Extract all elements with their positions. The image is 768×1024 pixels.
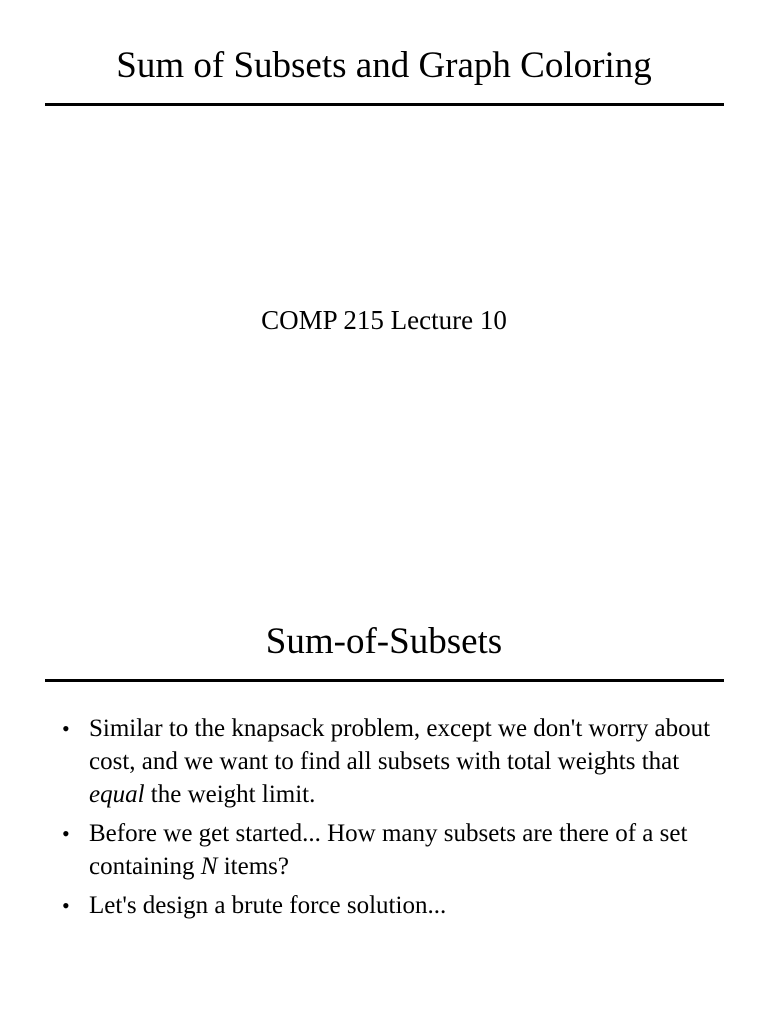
title-divider <box>45 103 724 106</box>
bullet-text: items? <box>217 853 289 880</box>
slide-title: Sum-of-Subsets <box>265 621 503 662</box>
bullet-emphasis: equal <box>89 781 145 808</box>
bullet-item <box>62 712 712 811</box>
bullet-item <box>62 889 712 922</box>
bullet-item <box>62 817 712 883</box>
bullet-list <box>62 712 712 928</box>
bullet-emphasis: N <box>200 853 218 880</box>
bullet-text: Let's design a brute force solution... <box>89 892 447 919</box>
bullet-text: Similar to the knapsack problem, except we don't worry about cost, and we want to find all subsets with total weights that <box>89 715 711 775</box>
lecture-subtitle: COMP 215 Lecture 10 <box>261 305 507 335</box>
bullet-text: Before we get started... How many subsets are there of a set containing <box>89 820 688 880</box>
bullet-text: the weight limit. <box>144 781 316 808</box>
slide-title: Sum of Subsets and Graph Coloring <box>116 45 652 86</box>
bullet-icon: • <box>62 821 70 846</box>
bullet-icon: • <box>62 893 70 918</box>
slide-sum-of-subsets <box>0 576 768 1024</box>
title-divider <box>45 679 724 682</box>
bullet-icon: • <box>62 716 70 741</box>
